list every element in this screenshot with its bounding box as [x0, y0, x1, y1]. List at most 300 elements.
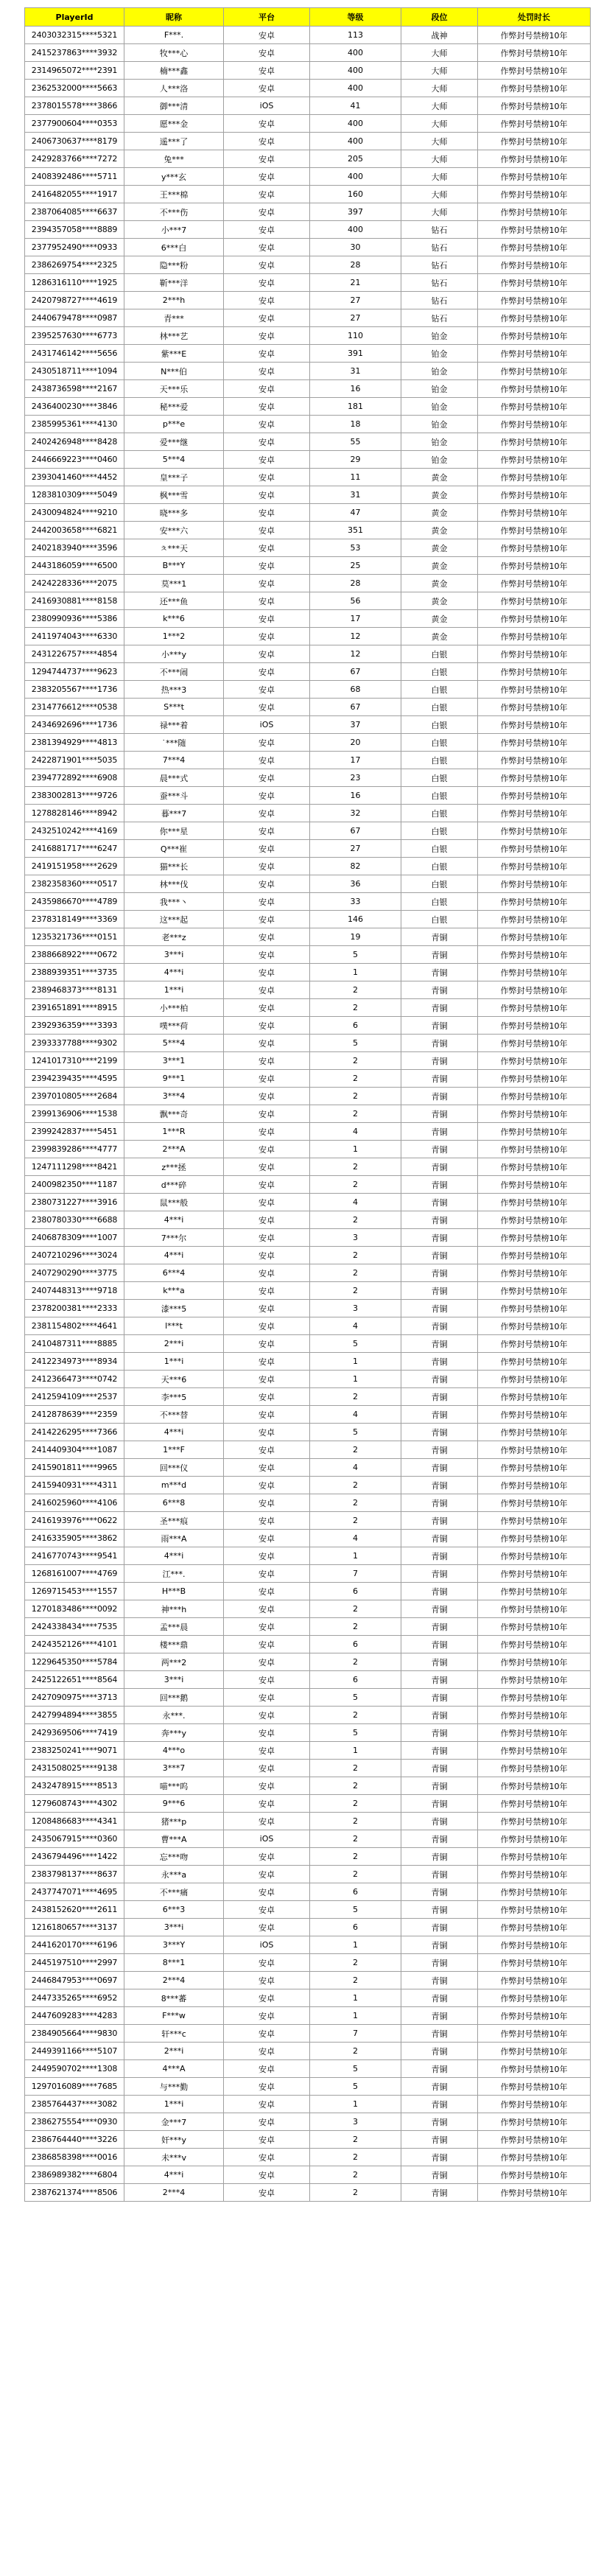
- rank-cell: 青铜: [401, 1636, 478, 1653]
- level-cell: 4: [310, 1459, 401, 1477]
- level-cell: 20: [310, 734, 401, 752]
- player-id-cell: 2441620170****6196: [25, 1936, 124, 1954]
- nickname-cell: 2***A: [124, 1141, 224, 1158]
- player-id-cell: 2383205567****1736: [25, 681, 124, 699]
- nickname-cell: 小***7: [124, 221, 224, 239]
- nickname-cell: 爱***继: [124, 433, 224, 451]
- platform-cell: 安卓: [224, 769, 310, 787]
- penalty-cell: 作弊封号禁榜10年: [478, 2096, 591, 2113]
- rank-cell: 大师: [401, 44, 478, 62]
- table-row: [25, 610, 591, 628]
- nickname-cell: 3***i: [124, 946, 224, 964]
- nickname-cell: B***Y: [124, 557, 224, 575]
- rank-cell: 铂金: [401, 433, 478, 451]
- penalty-cell: 作弊封号禁榜10年: [478, 946, 591, 964]
- penalty-cell: 作弊封号禁榜10年: [478, 769, 591, 787]
- nickname-cell: 你***星: [124, 822, 224, 840]
- level-cell: 2: [310, 1830, 401, 1848]
- nickname-cell: 不***痛: [124, 1883, 224, 1901]
- rank-cell: 大师: [401, 115, 478, 133]
- table-row: [25, 203, 591, 221]
- penalty-cell: 作弊封号禁榜10年: [478, 1742, 591, 1760]
- level-cell: 16: [310, 380, 401, 398]
- player-id-cell: 2386764440****3226: [25, 2131, 124, 2149]
- player-id-cell: 2430094824****9210: [25, 504, 124, 522]
- header-row: [25, 8, 591, 27]
- level-cell: 32: [310, 805, 401, 822]
- player-id-cell: 1297016089****7685: [25, 2078, 124, 2096]
- penalty-cell: 作弊封号禁榜10年: [478, 1371, 591, 1388]
- platform-cell: 安卓: [224, 239, 310, 256]
- player-id-cell: 2391651891****8915: [25, 999, 124, 1017]
- player-id-cell: 1279608743****4302: [25, 1795, 124, 1813]
- player-id-cell: 2438736598****2167: [25, 380, 124, 398]
- level-cell: 6: [310, 1919, 401, 1936]
- table-row: [25, 645, 591, 663]
- table-row: [25, 1459, 591, 1477]
- penalty-cell: 作弊封号禁榜10年: [478, 681, 591, 699]
- penalty-cell: 作弊封号禁榜10年: [478, 1547, 591, 1565]
- player-id-cell: 2416482055****1917: [25, 186, 124, 203]
- table-row: [25, 769, 591, 787]
- nickname-cell: 天***乐: [124, 380, 224, 398]
- player-id-cell: 2392936359****3393: [25, 1017, 124, 1035]
- penalty-cell: 作弊封号禁榜10年: [478, 168, 591, 186]
- penalty-cell: 作弊封号禁榜10年: [478, 981, 591, 999]
- level-cell: 33: [310, 893, 401, 911]
- player-id-cell: 2407448313****9718: [25, 1282, 124, 1300]
- nickname-cell: 林***艺: [124, 327, 224, 345]
- nickname-cell: 牧***心: [124, 44, 224, 62]
- table-row: [25, 1989, 591, 2007]
- table-row: [25, 928, 591, 946]
- level-cell: 2: [310, 1105, 401, 1123]
- penalty-cell: 作弊封号禁榜10年: [478, 734, 591, 752]
- penalty-cell: 作弊封号禁榜10年: [478, 539, 591, 557]
- platform-cell: 安卓: [224, 433, 310, 451]
- platform-cell: 安卓: [224, 1883, 310, 1901]
- platform-cell: 安卓: [224, 911, 310, 928]
- nickname-cell: 轩***c: [124, 2025, 224, 2043]
- penalty-cell: 作弊封号禁榜10年: [478, 1653, 591, 1671]
- platform-cell: 安卓: [224, 1547, 310, 1565]
- player-id-cell: 1270183486****0092: [25, 1600, 124, 1618]
- level-cell: 3: [310, 1229, 401, 1247]
- penalty-cell: 作弊封号禁榜10年: [478, 203, 591, 221]
- penalty-cell: 作弊封号禁榜10年: [478, 150, 591, 168]
- player-id-cell: 2406730637****8179: [25, 133, 124, 150]
- column-header-level: 等级: [310, 8, 401, 27]
- table-row: [25, 469, 591, 486]
- player-id-cell: 2431508025****9138: [25, 1760, 124, 1777]
- rank-cell: 青铜: [401, 1866, 478, 1883]
- penalty-cell: 作弊封号禁榜10年: [478, 2113, 591, 2131]
- player-id-cell: 2400982350****1187: [25, 1176, 124, 1194]
- level-cell: 6: [310, 1583, 401, 1600]
- rank-cell: 青铜: [401, 1600, 478, 1618]
- penalty-cell: 作弊封号禁榜10年: [478, 1565, 591, 1583]
- player-id-cell: 2397010805****2684: [25, 1088, 124, 1105]
- table-row: [25, 575, 591, 592]
- level-cell: 400: [310, 44, 401, 62]
- nickname-cell: 这***起: [124, 911, 224, 928]
- penalty-cell: 作弊封号禁榜10年: [478, 451, 591, 469]
- rank-cell: 铂金: [401, 416, 478, 433]
- platform-cell: 安卓: [224, 1264, 310, 1282]
- level-cell: 351: [310, 522, 401, 539]
- platform-cell: 安卓: [224, 504, 310, 522]
- player-id-cell: 2440679478****0987: [25, 309, 124, 327]
- rank-cell: 青铜: [401, 1105, 478, 1123]
- player-id-cell: 2412594109****2537: [25, 1388, 124, 1406]
- rank-cell: 铂金: [401, 327, 478, 345]
- nickname-cell: 4***i: [124, 1547, 224, 1565]
- penalty-cell: 作弊封号禁榜10年: [478, 1459, 591, 1477]
- rank-cell: 青铜: [401, 1707, 478, 1724]
- table-row: [25, 1229, 591, 1247]
- rank-cell: 战神: [401, 27, 478, 44]
- rank-cell: 青铜: [401, 1282, 478, 1300]
- platform-cell: 安卓: [224, 168, 310, 186]
- player-id-cell: 2381394929****4813: [25, 734, 124, 752]
- level-cell: 110: [310, 327, 401, 345]
- rank-cell: 白银: [401, 663, 478, 681]
- level-cell: 2: [310, 1866, 401, 1883]
- level-cell: 19: [310, 928, 401, 946]
- rank-cell: 大师: [401, 97, 478, 115]
- penalty-cell: 作弊封号禁榜10年: [478, 1052, 591, 1070]
- rank-cell: 大师: [401, 133, 478, 150]
- nickname-cell: 孟***晨: [124, 1618, 224, 1636]
- player-id-cell: 2314776612****0538: [25, 699, 124, 716]
- penalty-cell: 作弊封号禁榜10年: [478, 1194, 591, 1211]
- player-id-cell: 2388939351****3735: [25, 964, 124, 981]
- player-id-cell: 2383798137****8637: [25, 1866, 124, 1883]
- nickname-cell: H***B: [124, 1583, 224, 1600]
- platform-cell: 安卓: [224, 858, 310, 875]
- platform-cell: 安卓: [224, 2113, 310, 2131]
- level-cell: 4: [310, 1317, 401, 1335]
- level-cell: 29: [310, 451, 401, 469]
- nickname-cell: 噗***荷: [124, 1017, 224, 1035]
- penalty-cell: 作弊封号禁榜10年: [478, 1176, 591, 1194]
- rank-cell: 青铜: [401, 1848, 478, 1866]
- nickname-cell: 3***7: [124, 1760, 224, 1777]
- player-id-cell: 2402183940****3596: [25, 539, 124, 557]
- level-cell: 2: [310, 1441, 401, 1459]
- level-cell: 2: [310, 1158, 401, 1176]
- penalty-cell: 作弊封号禁榜10年: [478, 1848, 591, 1866]
- penalty-cell: 作弊封号禁榜10年: [478, 239, 591, 256]
- level-cell: 5: [310, 1901, 401, 1919]
- platform-cell: 安卓: [224, 663, 310, 681]
- player-id-cell: 2438152620****2611: [25, 1901, 124, 1919]
- rank-cell: 青铜: [401, 1247, 478, 1264]
- rank-cell: 白银: [401, 822, 478, 840]
- player-id-cell: 2447609283****4283: [25, 2007, 124, 2025]
- platform-cell: 安卓: [224, 981, 310, 999]
- penalty-cell: 作弊封号禁榜10年: [478, 893, 591, 911]
- rank-cell: 白银: [401, 787, 478, 805]
- table-row: [25, 1901, 591, 1919]
- player-id-cell: 2424228336****2075: [25, 575, 124, 592]
- nickname-cell: 6***白: [124, 239, 224, 256]
- level-cell: 2: [310, 999, 401, 1017]
- player-id-cell: 2415940931****4311: [25, 1477, 124, 1494]
- table-row: [25, 1883, 591, 1901]
- nickname-cell: 青***: [124, 309, 224, 327]
- table-row: [25, 2131, 591, 2149]
- rank-cell: 青铜: [401, 1176, 478, 1194]
- platform-cell: 安卓: [224, 133, 310, 150]
- rank-cell: 青铜: [401, 1936, 478, 1954]
- table-row: [25, 115, 591, 133]
- platform-cell: 安卓: [224, 1512, 310, 1530]
- player-id-cell: 2436400230****3846: [25, 398, 124, 416]
- penalty-cell: 作弊封号禁榜10年: [478, 928, 591, 946]
- rank-cell: 白银: [401, 911, 478, 928]
- penalty-cell: 作弊封号禁榜10年: [478, 2060, 591, 2078]
- nickname-cell: 晨***式: [124, 769, 224, 787]
- table-row: [25, 1583, 591, 1600]
- nickname-cell: 4***i: [124, 2166, 224, 2184]
- platform-cell: 安卓: [224, 486, 310, 504]
- table-row: [25, 1689, 591, 1707]
- player-id-cell: 2432510242****4169: [25, 822, 124, 840]
- level-cell: 12: [310, 628, 401, 645]
- penalty-cell: 作弊封号禁榜10年: [478, 911, 591, 928]
- platform-cell: 安卓: [224, 1211, 310, 1229]
- nickname-cell: 4***o: [124, 1742, 224, 1760]
- nickname-cell: 永***a: [124, 1866, 224, 1883]
- rank-cell: 黄金: [401, 539, 478, 557]
- table-row: [25, 1848, 591, 1866]
- nickname-cell: 禄***着: [124, 716, 224, 734]
- platform-cell: 安卓: [224, 1388, 310, 1406]
- rank-cell: 青铜: [401, 2149, 478, 2166]
- platform-cell: 安卓: [224, 1494, 310, 1512]
- nickname-cell: 3***i: [124, 1919, 224, 1936]
- penalty-cell: 作弊封号禁榜10年: [478, 416, 591, 433]
- player-id-cell: 2442003658****6821: [25, 522, 124, 539]
- nickname-cell: 不***替: [124, 1406, 224, 1424]
- player-id-cell: 2416770743****9541: [25, 1547, 124, 1565]
- level-cell: 391: [310, 345, 401, 363]
- platform-cell: 安卓: [224, 309, 310, 327]
- penalty-cell: 作弊封号禁榜10年: [478, 1724, 591, 1742]
- platform-cell: 安卓: [224, 2166, 310, 2184]
- player-id-cell: 2399136906****1538: [25, 1105, 124, 1123]
- level-cell: 5: [310, 2060, 401, 2078]
- player-id-cell: 2415237863****3932: [25, 44, 124, 62]
- player-id-cell: 2380731227****3916: [25, 1194, 124, 1211]
- level-cell: 113: [310, 27, 401, 44]
- platform-cell: 安卓: [224, 1317, 310, 1335]
- nickname-cell: 2***i: [124, 2043, 224, 2060]
- player-id-cell: 2403032315****5321: [25, 27, 124, 44]
- penalty-cell: 作弊封号禁榜10年: [478, 2166, 591, 2184]
- level-cell: 1: [310, 1141, 401, 1158]
- rank-cell: 青铜: [401, 1813, 478, 1830]
- nickname-cell: 6***4: [124, 1264, 224, 1282]
- level-cell: 55: [310, 433, 401, 451]
- rank-cell: 大师: [401, 150, 478, 168]
- nickname-cell: p***e: [124, 416, 224, 433]
- level-cell: 3: [310, 1300, 401, 1317]
- level-cell: 31: [310, 486, 401, 504]
- rank-cell: 黄金: [401, 522, 478, 539]
- level-cell: 2: [310, 1070, 401, 1088]
- penalty-cell: 作弊封号禁榜10年: [478, 62, 591, 80]
- level-cell: 2: [310, 1795, 401, 1813]
- nickname-cell: 小***柏: [124, 999, 224, 1017]
- table-row: [25, 1353, 591, 1371]
- table-row: [25, 1653, 591, 1671]
- player-id-cell: 2394239435****4595: [25, 1070, 124, 1088]
- level-cell: 1: [310, 1936, 401, 1954]
- penalty-cell: 作弊封号禁榜10年: [478, 274, 591, 292]
- player-id-cell: 2427994894****3855: [25, 1707, 124, 1724]
- rank-cell: 青铜: [401, 1494, 478, 1512]
- rank-cell: 青铜: [401, 1954, 478, 1972]
- level-cell: 1: [310, 1547, 401, 1565]
- rank-cell: 青铜: [401, 1388, 478, 1406]
- penalty-cell: 作弊封号禁榜10年: [478, 1989, 591, 2007]
- level-cell: 2: [310, 1088, 401, 1105]
- table-row: [25, 1618, 591, 1636]
- level-cell: 27: [310, 309, 401, 327]
- table-row: [25, 363, 591, 380]
- table-row: [25, 1317, 591, 1335]
- table-row: [25, 62, 591, 80]
- penalty-cell: 作弊封号禁榜10年: [478, 2131, 591, 2149]
- penalty-cell: 作弊封号禁榜10年: [478, 1441, 591, 1459]
- nickname-cell: 安***六: [124, 522, 224, 539]
- nickname-cell: 1***F: [124, 1441, 224, 1459]
- platform-cell: 安卓: [224, 1777, 310, 1795]
- rank-cell: 钻石: [401, 292, 478, 309]
- level-cell: 21: [310, 274, 401, 292]
- player-id-cell: 2377900604****0353: [25, 115, 124, 133]
- nickname-cell: 御***清: [124, 97, 224, 115]
- level-cell: 1: [310, 2096, 401, 2113]
- player-id-cell: 1247111298****8421: [25, 1158, 124, 1176]
- nickname-cell: Q***崔: [124, 840, 224, 858]
- penalty-cell: 作弊封号禁榜10年: [478, 1088, 591, 1105]
- platform-cell: 安卓: [224, 150, 310, 168]
- platform-cell: 安卓: [224, 805, 310, 822]
- penalty-cell: 作弊封号禁榜10年: [478, 1795, 591, 1813]
- nickname-cell: 7***尔: [124, 1229, 224, 1247]
- level-cell: 181: [310, 398, 401, 416]
- platform-cell: 安卓: [224, 2131, 310, 2149]
- table-row: [25, 292, 591, 309]
- player-id-cell: 1241017310****2199: [25, 1052, 124, 1070]
- player-id-cell: 2386989382****6804: [25, 2166, 124, 2184]
- rank-cell: 青铜: [401, 1459, 478, 1477]
- rank-cell: 青铜: [401, 1830, 478, 1848]
- penalty-cell: 作弊封号禁榜10年: [478, 1105, 591, 1123]
- rank-cell: 青铜: [401, 1035, 478, 1052]
- player-id-cell: 2431226757****4854: [25, 645, 124, 663]
- penalty-cell: 作弊封号禁榜10年: [478, 592, 591, 610]
- player-id-cell: 2425122651****8564: [25, 1671, 124, 1689]
- level-cell: 2: [310, 1813, 401, 1830]
- nickname-cell: 1***i: [124, 1353, 224, 1371]
- nickname-cell: 遥***了: [124, 133, 224, 150]
- player-id-cell: 2436794496****1422: [25, 1848, 124, 1866]
- rank-cell: 大师: [401, 62, 478, 80]
- nickname-cell: 5***4: [124, 451, 224, 469]
- player-id-cell: 2410487311****8885: [25, 1335, 124, 1353]
- penalty-cell: 作弊封号禁榜10年: [478, 1600, 591, 1618]
- platform-cell: iOS: [224, 716, 310, 734]
- platform-cell: 安卓: [224, 1282, 310, 1300]
- rank-cell: 白银: [401, 681, 478, 699]
- penalty-cell: 作弊封号禁榜10年: [478, 2025, 591, 2043]
- level-cell: 2: [310, 1972, 401, 1989]
- nickname-cell: 2***i: [124, 1335, 224, 1353]
- level-cell: 400: [310, 221, 401, 239]
- penalty-cell: 作弊封号禁榜10年: [478, 256, 591, 274]
- table-row: [25, 681, 591, 699]
- level-cell: 1: [310, 1742, 401, 1760]
- player-id-cell: 2427090975****3713: [25, 1689, 124, 1707]
- penalty-cell: 作弊封号禁榜10年: [478, 1141, 591, 1158]
- rank-cell: 青铜: [401, 2096, 478, 2113]
- penalty-cell: 作弊封号禁榜10年: [478, 1229, 591, 1247]
- platform-cell: 安卓: [224, 1972, 310, 1989]
- platform-cell: 安卓: [224, 62, 310, 80]
- level-cell: 17: [310, 752, 401, 769]
- nickname-cell: 还***鱼: [124, 592, 224, 610]
- table-row: [25, 2007, 591, 2025]
- penalty-cell: 作弊封号禁榜10年: [478, 1901, 591, 1919]
- table-row: [25, 80, 591, 97]
- level-cell: 2: [310, 2166, 401, 2184]
- nickname-cell: 兔***: [124, 150, 224, 168]
- platform-cell: 安卓: [224, 44, 310, 62]
- platform-cell: 安卓: [224, 1035, 310, 1052]
- nickname-cell: 不***闹: [124, 663, 224, 681]
- rank-cell: 青铜: [401, 1070, 478, 1088]
- player-id-cell: 2429283766****7272: [25, 150, 124, 168]
- player-id-cell: 2437747071****4695: [25, 1883, 124, 1901]
- platform-cell: 安卓: [224, 1459, 310, 1477]
- penalty-cell: 作弊封号禁榜10年: [478, 964, 591, 981]
- penalty-cell: 作弊封号禁榜10年: [478, 999, 591, 1017]
- rank-cell: 青铜: [401, 1547, 478, 1565]
- player-id-cell: 2394357058****8889: [25, 221, 124, 239]
- player-id-cell: 2412366473****0742: [25, 1371, 124, 1388]
- level-cell: 2: [310, 1653, 401, 1671]
- level-cell: 1: [310, 1989, 401, 2007]
- table-row: [25, 1123, 591, 1141]
- player-id-cell: 2414409304****1087: [25, 1441, 124, 1459]
- player-id-cell: 2378200381****2333: [25, 1300, 124, 1317]
- rank-cell: 白银: [401, 752, 478, 769]
- penalty-cell: 作弊封号禁榜10年: [478, 469, 591, 486]
- player-id-cell: 2384905664****9830: [25, 2025, 124, 2043]
- table-row: [25, 522, 591, 539]
- player-id-cell: 2406878309****1007: [25, 1229, 124, 1247]
- table-row: [25, 999, 591, 1017]
- nickname-cell: 回***仪: [124, 1459, 224, 1477]
- player-id-cell: 2434692696****1736: [25, 716, 124, 734]
- penalty-cell: 作弊封号禁榜10年: [478, 1512, 591, 1530]
- platform-cell: 安卓: [224, 1636, 310, 1653]
- table-row: [25, 1052, 591, 1070]
